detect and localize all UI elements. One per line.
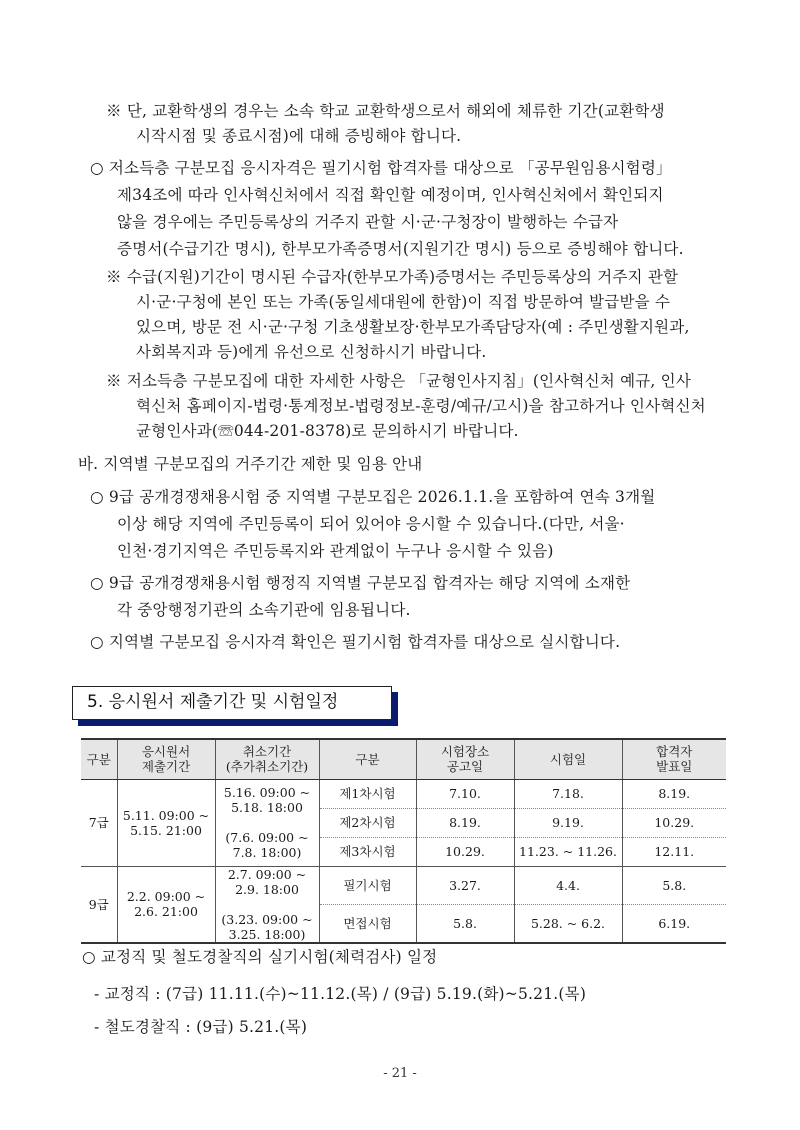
note-guideline-line-2: 혁신처 홈페이지-법령·통계정보-법령정보-훈령/예규/고시)을 참고하거나 인사혁신처 (136, 397, 706, 415)
regional-para-3-line-1: ○ 지역별 구분모집 응시자격 확인은 필기시험 합격자를 대상으로 실시합니다. (90, 633, 621, 651)
header-result-date-l2: 발표일 (656, 759, 693, 775)
g7-exam-3: 11.23. ~ 11.26. (514, 837, 622, 866)
g7-stage-1: 제1차시험 (319, 779, 416, 808)
g9-exam-2: 5.28. ~ 6.2. (514, 904, 622, 942)
low-income-para-line-1: ○ 저소득층 구분모집 응시자격은 필기시험 합격자를 대상으로 「공무원임용시험령」 (90, 159, 672, 177)
g9-stage-1: 필기시험 (319, 866, 416, 904)
note-certificate-line-2: 시·군·구청에 본인 또는 가족(동일세대원에 한함)이 직접 방문하여 발급받을 수 (136, 293, 671, 311)
g7-result-1: 8.19. (622, 779, 726, 808)
note-guideline-line-1: ※ 저소득층 구분모집에 대한 자세한 사항은 「균형인사지침」(인사혁신처 예규, 인사 (106, 372, 692, 390)
g9-extra-cancel-start: (3.23. 09:00 ~ (221, 911, 313, 927)
header-result-date (622, 739, 726, 779)
g9-cancel-end: 2.9. 18:00 (235, 881, 299, 897)
g9-cancel-start: 2.7. 09:00 ~ (227, 866, 307, 882)
g7-result-3: 12.11. (622, 837, 726, 866)
header-venue-notice-l1: 시험장소 (440, 744, 490, 760)
section-5-heading (72, 686, 392, 720)
practical-exam-railway-police: - 철도경찰직 : (9급) 5.21.(목) (94, 1018, 308, 1036)
regional-para-1-line-3: 인천·경기지역은 주민등록지와 관계없이 누구나 응시할 수 있음) (117, 542, 554, 560)
page-number: - 21 - (383, 1066, 417, 1081)
g7-stage-2: 제2차시험 (319, 808, 416, 837)
practical-exam-heading: ○ 교정직 및 철도경찰직의 실기시험(체력검사) 일정 (82, 948, 438, 966)
g7-application-period (117, 779, 215, 866)
g9-extra-cancel-end: 3.25. 18:00) (228, 926, 306, 942)
regional-para-2-line-1: ○ 9급 공개경쟁채용시험 행정직 지역별 구분모집 합격자는 해당 지역에 소재한 (90, 574, 631, 592)
g9-apply-start: 2.2. 09:00 ~ (126, 889, 206, 904)
g7-cancel-start: 5.16. 09:00 ~ (223, 785, 311, 800)
practical-exam-correction: - 교정직 : (7급) 11.11.(수)~11.12.(목) / (9급) 5.19.(화)~5.21.(목) (94, 985, 587, 1003)
grade-9: 9급 (81, 866, 117, 943)
header-cancel-period-l2: (추가취소기간) (225, 759, 309, 775)
header-result-date-l1: 합격자 (656, 744, 693, 760)
g9-result-1: 5.8. (622, 866, 726, 904)
g9-exam-1: 4.4. (514, 866, 622, 904)
low-income-para-line-2: 제34조에 따라 인사혁신처에서 직접 확인할 예정이며, 인사혁신처에서 확인되지 (117, 186, 664, 204)
regional-para-1-line-1: ○ 9급 공개경쟁채용시험 중 지역별 구분모집은 2026.1.1.을 포함하여 연속 3개월 (90, 488, 656, 506)
g7-notice-1: 7.10. (416, 779, 514, 808)
header-grade: 구분 (81, 739, 117, 779)
header-application-period-l1: 응시원서 (141, 744, 191, 760)
regional-para-2-line-2: 각 중앙행정기관의 소속기관에 임용됩니다. (117, 601, 411, 619)
note-exchange-student-line-2: 시작시점 및 종료시점)에 대해 증빙해야 합니다. (136, 127, 462, 145)
g9-apply-end: 2.6. 21:00 (134, 904, 198, 919)
g7-cancel-end: 5.18. 18:00 (231, 800, 303, 815)
g7-notice-3: 10.29. (416, 837, 514, 866)
header-stage: 구분 (319, 739, 416, 779)
table-header-row (81, 739, 726, 779)
subsection-heading-regional: 바. 지역별 구분모집의 거주기간 제한 및 임용 안내 (78, 455, 423, 473)
g7-cancel-period (215, 779, 319, 866)
note-guideline-line-3: 균형인사과(☏044-201-8378)로 문의하시기 바랍니다. (136, 422, 519, 440)
section-heading-title: 5. 응시원서 제출기간 및 시험일정 (72, 686, 392, 720)
header-cancel-period (215, 739, 319, 779)
low-income-para-line-3: 않을 경우에는 주민등록상의 거주지 관할 시·군·구청장이 발행하는 수급자 (117, 213, 619, 231)
note-certificate-line-1: ※ 수급(지원)기간이 명시된 수급자(한부모가족)증명서는 주민등록상의 거주지 관할 (106, 268, 679, 286)
g9-notice-2: 5.8. (416, 904, 514, 942)
table-row (81, 779, 726, 808)
g9-application-period (117, 866, 215, 943)
low-income-para-line-4: 증명서(수급기간 명시), 한부모가족증명서(지원기간 명시) 등으로 증빙해야 합니다. (117, 240, 684, 258)
header-exam-date: 시험일 (514, 739, 622, 779)
g7-notice-2: 8.19. (416, 808, 514, 837)
header-venue-notice (416, 739, 514, 779)
g7-apply-start: 5.11. 09:00 ~ (122, 807, 210, 823)
header-cancel-period-l1: 취소기간 (242, 744, 292, 760)
g9-result-2: 6.19. (622, 904, 726, 942)
header-application-period-l2: 제출기간 (141, 759, 191, 775)
regional-para-1-line-2: 이상 해당 지역에 주민등록이 되어 있어야 응시할 수 있습니다.(다만, 서울· (117, 515, 625, 533)
header-venue-notice-l2: 공고일 (446, 759, 484, 775)
note-certificate-line-3: 있으며, 방문 전 시·군·구청 기초생활보장·한부모가족담당자(예 : 주민생활지원과, (136, 318, 690, 336)
g7-result-2: 10.29. (622, 808, 726, 837)
note-certificate-line-4: 사회복지과 등)에게 유선으로 신청하시기 바랍니다. (136, 343, 487, 361)
g7-apply-end: 5.15. 21:00 (130, 822, 202, 838)
exam-schedule-table (81, 738, 726, 944)
g7-exam-1: 7.18. (514, 779, 622, 808)
g9-notice-1: 3.27. (416, 866, 514, 904)
g7-extra-cancel-end: 7.8. 18:00) (232, 845, 302, 860)
header-application-period (117, 739, 215, 779)
grade-7: 7급 (81, 779, 117, 866)
g7-exam-2: 9.19. (514, 808, 622, 837)
g7-extra-cancel-start: (7.6. 09:00 ~ (225, 830, 309, 845)
table-row (81, 866, 726, 904)
g9-stage-2: 면접시험 (319, 904, 416, 942)
g7-stage-3: 제3차시험 (319, 837, 416, 866)
note-exchange-student-line-1: ※ 단, 교환학생의 경우는 소속 학교 교환학생으로서 해외에 체류한 기간(교환학생 (106, 102, 665, 120)
g9-cancel-period (215, 866, 319, 943)
